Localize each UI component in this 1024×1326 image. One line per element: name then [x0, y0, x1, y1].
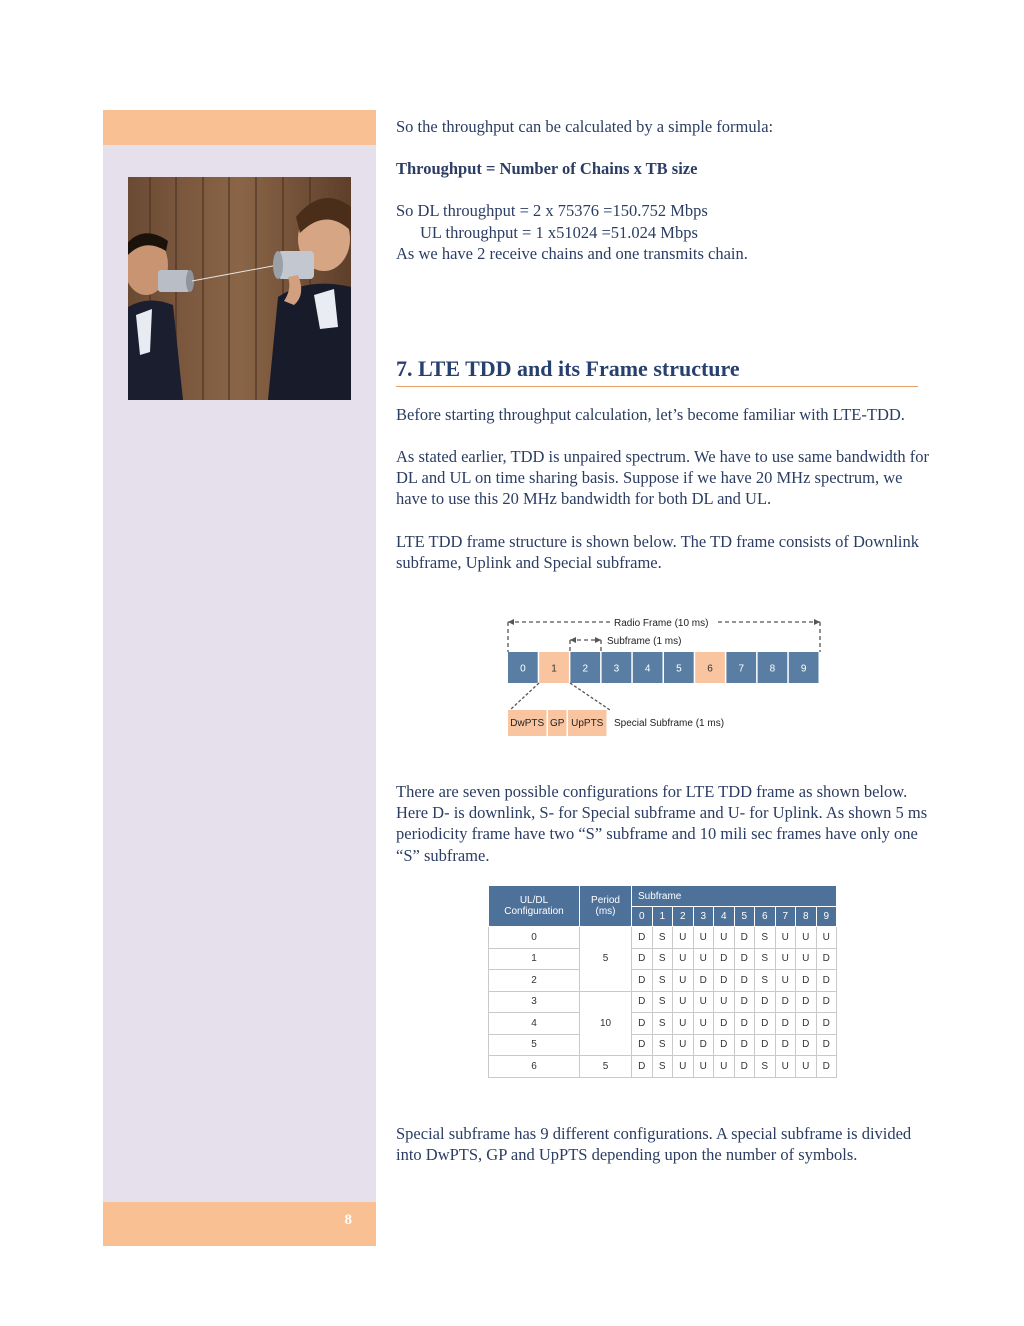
subframe-label: Subframe (1 ms) [607, 636, 682, 647]
table-row [489, 948, 837, 970]
paragraph-configurations: There are seven possible configurations for LTE TDD frame as shown below. Here D- is downlink, S- for Special subframe and U- for Uplink. As shown 5 ms periodicity frame have two “S” subframe and 10 mili sec frames have only one “S” subframe. [396, 782, 928, 865]
table-row [489, 927, 837, 949]
subframe-type-cell: D [734, 1013, 755, 1035]
subframe-type-cell: D [734, 927, 755, 949]
subframe-type-cell: D [632, 970, 653, 992]
subframe-type-cell: D [734, 1034, 755, 1056]
header-period: Period (ms) [580, 886, 632, 927]
subframe-type-cell: D [816, 970, 837, 992]
ul-throughput-line: UL throughput = 1 x51024 =51.024 Mbps [420, 223, 698, 242]
subframe-type-cell: U [693, 948, 714, 970]
subframe-type-cell: D [755, 991, 776, 1013]
subframe-type-cell: D [632, 948, 653, 970]
subframe-type-cell: U [673, 1013, 694, 1035]
subframe-number-1: 1 [551, 663, 557, 675]
subframe-type-cell: U [714, 927, 735, 949]
subframe-col-6: 6 [755, 907, 776, 927]
header-subframe: Subframe [632, 886, 837, 907]
subframe-type-cell: U [673, 948, 694, 970]
subframe-type-cell: U [693, 1013, 714, 1035]
photo-illustration [128, 177, 351, 400]
config-number-cell: 1 [489, 948, 580, 970]
subframe-type-cell: D [693, 970, 714, 992]
subframe-number-7: 7 [738, 663, 745, 675]
subframe-col-5: 5 [734, 907, 755, 927]
subframe-type-cell: D [775, 1034, 796, 1056]
section-heading: 7. LTE TDD and its Frame structure [396, 356, 918, 387]
subframe-type-cell: D [796, 991, 817, 1013]
subframe-row [508, 652, 819, 683]
subframe-type-cell: U [775, 1056, 796, 1078]
page-number: 8 [344, 1212, 352, 1228]
subframe-type-cell: D [714, 1034, 735, 1056]
sidebar [103, 110, 376, 1246]
subframe-type-cell: D [775, 1013, 796, 1035]
radio-frame-label: Radio Frame (10 ms) [614, 618, 709, 629]
subframe-type-cell: U [796, 927, 817, 949]
configuration-rows [489, 927, 837, 1078]
subframe-type-cell: U [673, 991, 694, 1013]
subframe-type-cell: D [632, 991, 653, 1013]
config-number-cell: 0 [489, 927, 580, 949]
subframe-type-cell: U [673, 1034, 694, 1056]
subframe-type-cell: U [673, 1056, 694, 1078]
header-configuration: UL/DL Configuration [489, 886, 580, 927]
subframe-type-cell: S [652, 1034, 673, 1056]
subframe-type-cell: S [755, 927, 776, 949]
subframe-number-0: 0 [520, 663, 526, 675]
subframe-type-cell: D [714, 970, 735, 992]
subframe-type-cell: S [755, 970, 776, 992]
sidebar-top-band [103, 110, 376, 145]
chains-line: As we have 2 receive chains and one transmits chain. [396, 244, 748, 263]
subframe-type-cell: D [796, 970, 817, 992]
subframe-type-cell: D [734, 948, 755, 970]
subframe-type-cell: S [652, 1056, 673, 1078]
subframe-type-cell: D [693, 1034, 714, 1056]
subframe-type-cell: D [796, 1013, 817, 1035]
table-row [489, 970, 837, 992]
frame-structure-diagram [500, 610, 830, 740]
subframe-type-cell: S [652, 991, 673, 1013]
subframe-type-cell: U [796, 948, 817, 970]
special-part-label: DwPTS [510, 718, 545, 729]
subframe-number-5: 5 [676, 663, 682, 675]
subframe-type-cell: D [796, 1034, 817, 1056]
subframe-col-2: 2 [673, 907, 694, 927]
formula-intro: So the throughput can be calculated by a simple formula: [396, 117, 774, 136]
subframe-type-cell: S [652, 970, 673, 992]
subframe-number-6: 6 [707, 663, 713, 675]
subframe-type-cell: D [714, 948, 735, 970]
paragraph-special-subframe: Special subframe has 9 different configurations. A special subframe is divided into DwPTS, GP and UpPTS depending upon the number of symbols. [396, 1124, 912, 1165]
subframe-type-cell: D [632, 927, 653, 949]
paragraph-frame-structure: LTE TDD frame structure is shown below. The TD frame consists of Downlink subframe, Uplink and Special subframe. [396, 532, 920, 573]
subframe-type-cell: D [734, 991, 755, 1013]
paragraph-intro: Before starting throughput calculation, let’s become familiar with LTE-TDD. [396, 405, 905, 424]
subframe-type-cell: U [796, 1056, 817, 1078]
subframe-type-cell: D [816, 991, 837, 1013]
table-row [489, 991, 837, 1013]
tdd-configuration-table [488, 885, 837, 1078]
subframe-type-cell: U [714, 991, 735, 1013]
subframe-col-0: 0 [632, 907, 653, 927]
subframe-col-1: 1 [652, 907, 673, 927]
special-part-label: GP [550, 718, 565, 729]
subframe-type-cell: U [775, 948, 796, 970]
subframe-type-cell: U [714, 1056, 735, 1078]
tin-can-phone-photo [128, 177, 351, 400]
paragraph-unpaired-spectrum: As stated earlier, TDD is unpaired spectrum. We have to use same bandwidth for DL and UL on time sharing basis. Suppose if we have 20 MHz spectrum, we have to use this 20 MHz bandwidth for both DL and UL. [396, 447, 930, 509]
subframe-type-cell: D [632, 1034, 653, 1056]
subframe-type-cell: S [652, 927, 673, 949]
subframe-type-cell: D [775, 991, 796, 1013]
subframe-type-cell: U [673, 927, 694, 949]
subframe-type-cell: D [632, 1013, 653, 1035]
dl-throughput-line: So DL throughput = 2 x 75376 =150.752 Mbps [396, 201, 708, 220]
subframe-type-cell: D [714, 1013, 735, 1035]
period-cell: 5 [580, 1056, 632, 1078]
subframe-type-cell: D [816, 1013, 837, 1035]
subframe-col-4: 4 [714, 907, 735, 927]
table-row [489, 1056, 837, 1078]
period-cell: 10 [580, 991, 632, 1056]
table-row [489, 1034, 837, 1056]
subframe-type-cell: U [775, 927, 796, 949]
subframe-type-cell: D [816, 1034, 837, 1056]
subframe-number-2: 2 [582, 663, 589, 675]
period-cell: 5 [580, 927, 632, 992]
config-number-cell: 2 [489, 970, 580, 992]
config-number-cell: 5 [489, 1034, 580, 1056]
subframe-type-cell: D [632, 1056, 653, 1078]
subframe-number-4: 4 [644, 663, 651, 675]
table-row [489, 1013, 837, 1035]
subframe-col-7: 7 [775, 907, 796, 927]
subframe-type-cell: D [755, 1013, 776, 1035]
subframe-number-8: 8 [769, 663, 776, 675]
config-number-cell: 3 [489, 991, 580, 1013]
subframe-type-cell: D [816, 1056, 837, 1078]
special-subframe-label: Special Subframe (1 ms) [614, 718, 725, 729]
subframe-type-cell: U [775, 970, 796, 992]
subframe-type-cell: S [652, 1013, 673, 1035]
subframe-col-8: 8 [796, 907, 817, 927]
subframe-type-cell: U [816, 927, 837, 949]
config-number-cell: 4 [489, 1013, 580, 1035]
subframe-type-cell: S [755, 1056, 776, 1078]
subframe-type-cell: U [693, 927, 714, 949]
subframe-type-cell: U [673, 970, 694, 992]
subframe-type-cell: S [652, 948, 673, 970]
subframe-number-9: 9 [800, 663, 807, 675]
subframe-col-3: 3 [693, 907, 714, 927]
subframe-type-cell: U [693, 991, 714, 1013]
special-subframe-parts [508, 710, 607, 736]
throughput-formula: Throughput = Number of Chains x TB size [396, 159, 698, 178]
subframe-type-cell: U [693, 1056, 714, 1078]
subframe-type-cell: D [755, 1034, 776, 1056]
sidebar-bottom-band [103, 1202, 376, 1246]
subframe-number-3: 3 [613, 663, 620, 675]
subframe-type-cell: D [816, 948, 837, 970]
subframe-type-cell: D [734, 1056, 755, 1078]
subframe-type-cell: S [755, 948, 776, 970]
subframe-col-9: 9 [816, 907, 837, 927]
config-number-cell: 6 [489, 1056, 580, 1078]
subframe-type-cell: D [734, 970, 755, 992]
special-part-label: UpPTS [571, 718, 604, 729]
